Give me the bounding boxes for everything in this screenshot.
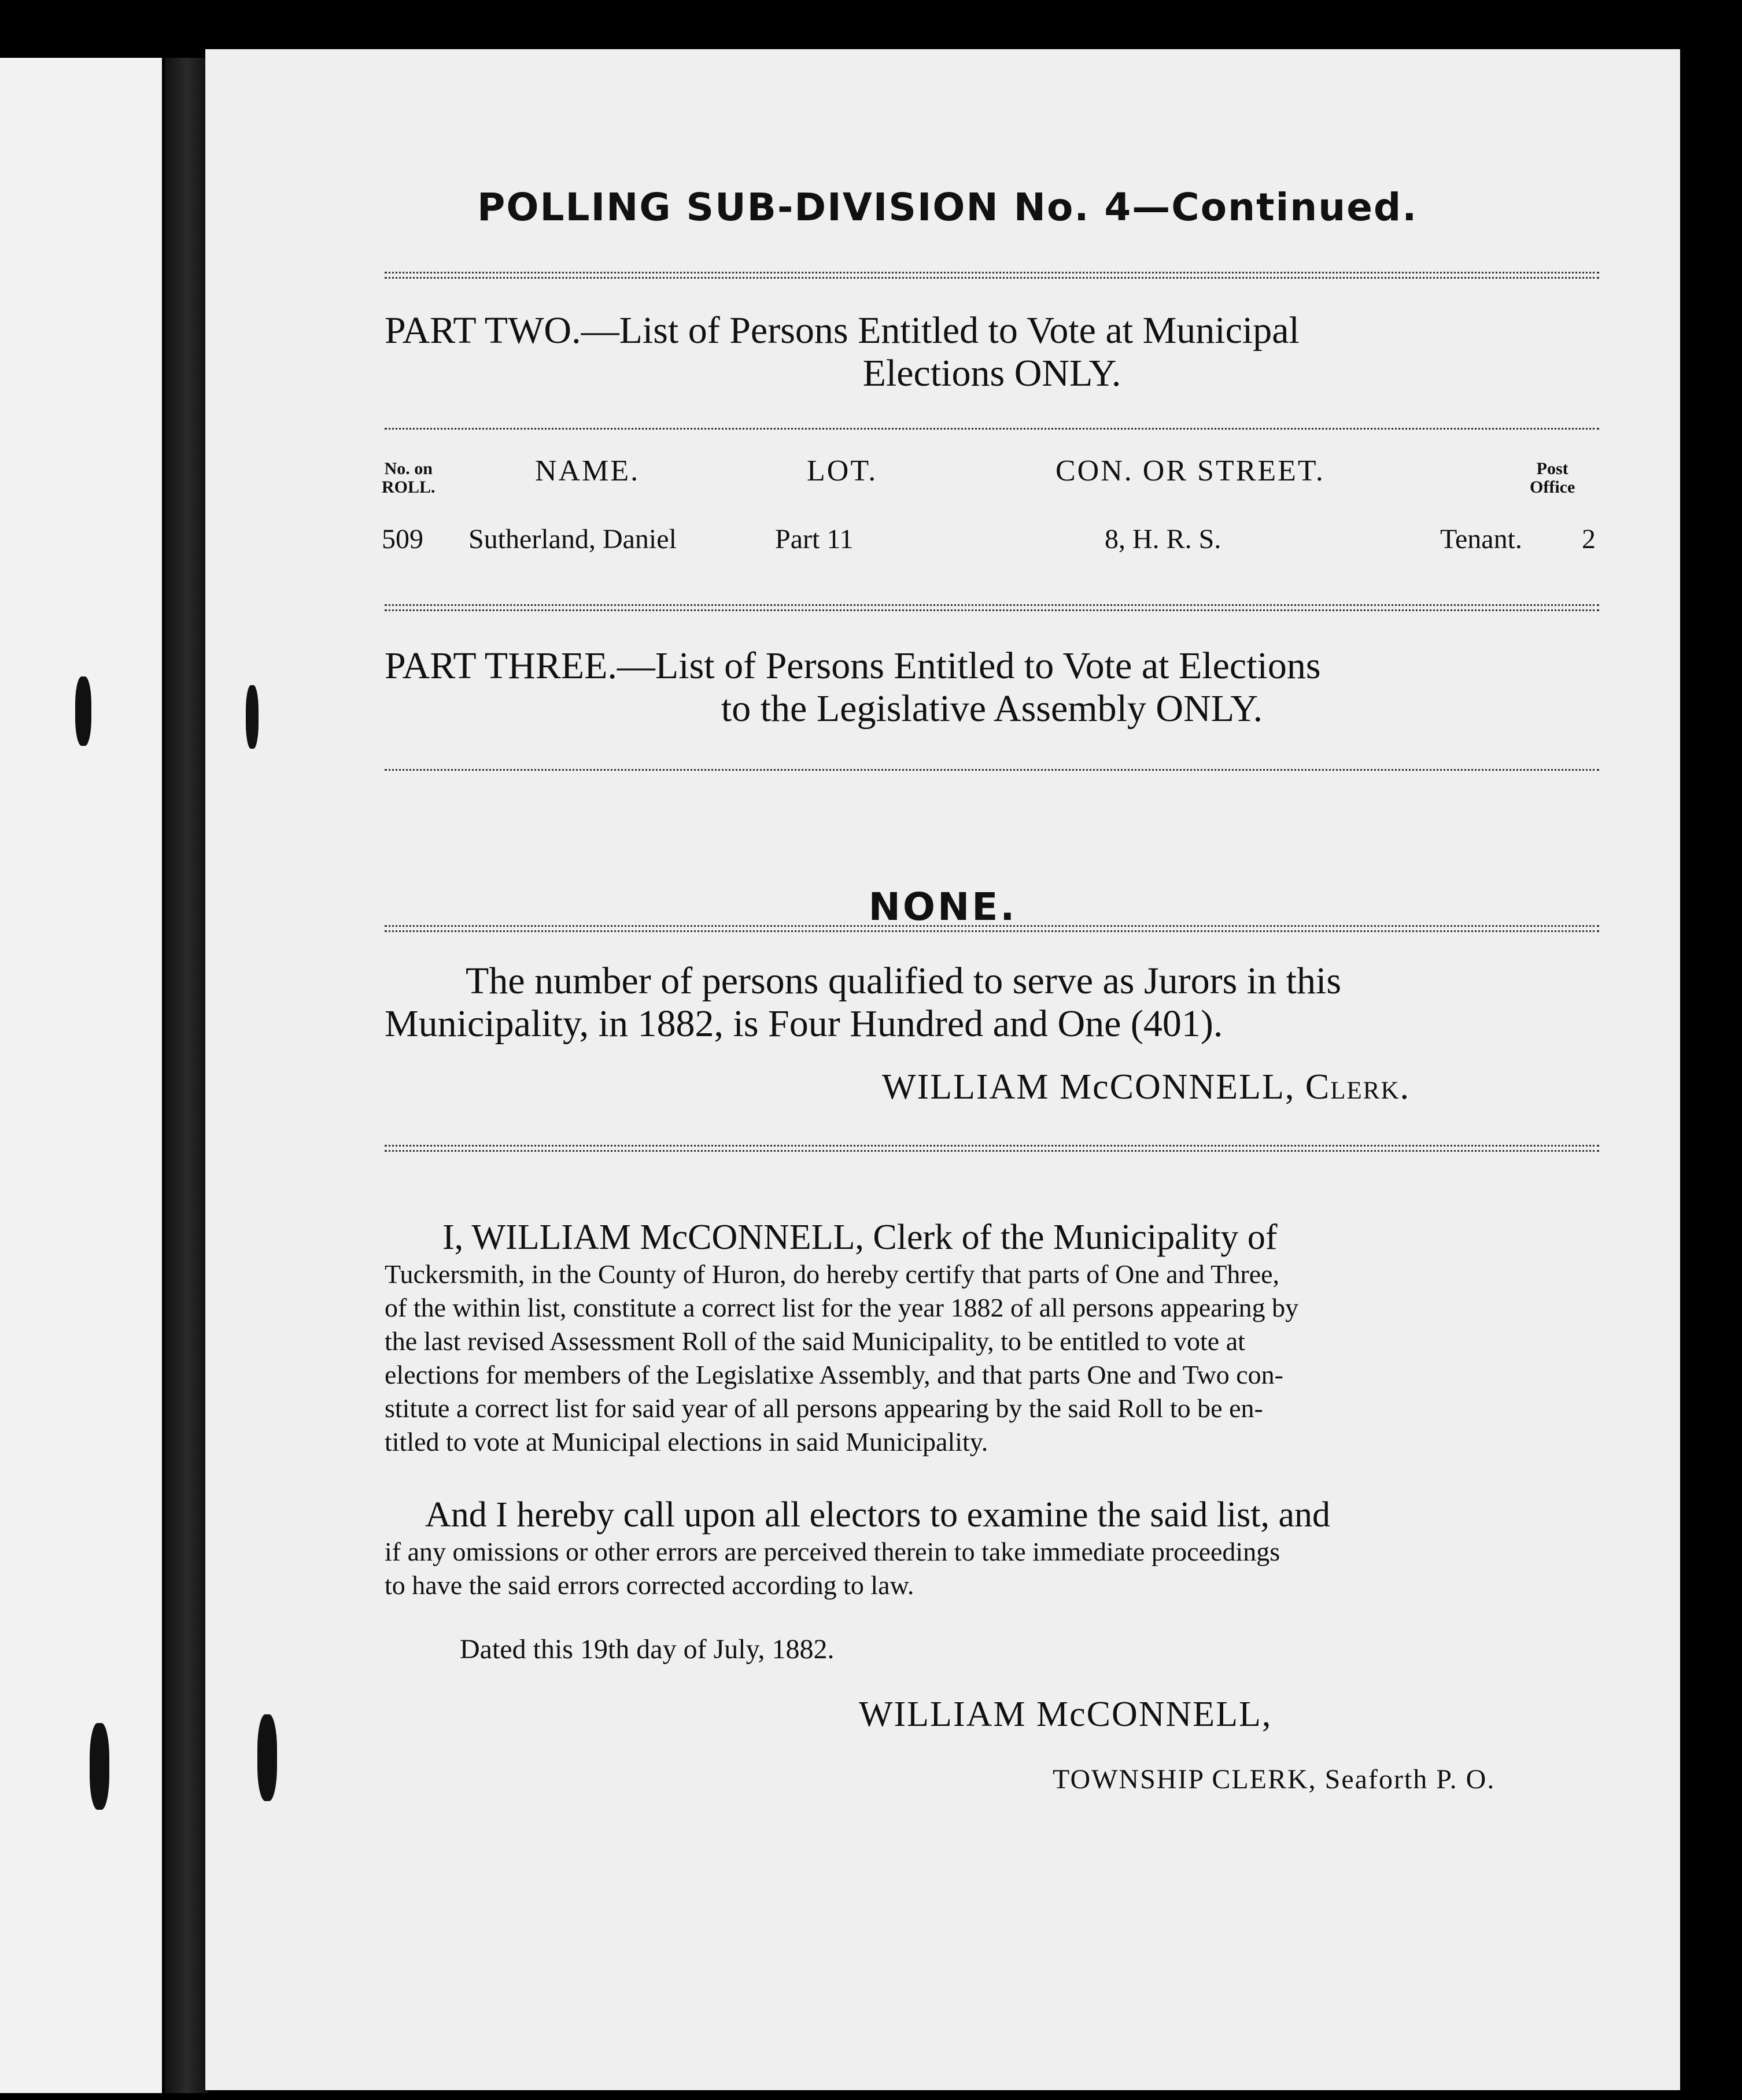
- divider: [385, 604, 1599, 611]
- header-post-office: [1530, 460, 1575, 497]
- binding-mark: [90, 1723, 109, 1810]
- divider: [385, 925, 1599, 932]
- final-signature-name: WILLIAM McCONNELL,: [859, 1695, 1272, 1734]
- divider: [385, 1145, 1599, 1152]
- township-clerk-line: TOWNSHIP CLERK, Seaforth P. O.: [1053, 1764, 1496, 1795]
- header-con-or-street: CON. OR STREET.: [1055, 454, 1325, 487]
- header-lot: LOT.: [807, 454, 878, 487]
- header-no-on-roll-line: No. on: [384, 459, 433, 478]
- call-line: if any omissions or other errors are perceived therein to take immediate proceedings: [385, 1537, 1280, 1566]
- certification-paragraph: [385, 1217, 1599, 1459]
- part-two-heading: [385, 309, 1599, 395]
- jurors-line: Municipality, in 1882, is Four Hundred and One (401).: [385, 1003, 1223, 1045]
- binding-mark: [75, 676, 91, 746]
- cell-name: Sutherland, Daniel: [468, 524, 677, 554]
- jurors-statement: [385, 960, 1599, 1045]
- page-title: POLLING SUB-DIVISION No. 4—Continued.: [477, 185, 1418, 230]
- header-no-on-roll: [382, 460, 436, 497]
- cell-status: Tenant.: [1440, 524, 1522, 554]
- book-spine: [165, 58, 208, 2093]
- cell-con: 8, H. R. S.: [1105, 524, 1221, 554]
- divider: [385, 769, 1599, 771]
- jurors-line: The number of persons qualified to serve as Jurors in this: [466, 960, 1342, 1002]
- divider: [385, 428, 1599, 430]
- certify-line: of the within list, constitute a correct list for the year 1882 of all persons appearing by: [385, 1293, 1299, 1322]
- header-no-on-roll-line: ROLL.: [382, 478, 436, 497]
- divider: [385, 272, 1599, 279]
- binding-mark: [246, 685, 259, 749]
- certify-line: the last revised Assessment Roll of the said Municipality, to be entitled to vote at: [385, 1326, 1245, 1356]
- certify-line: stitute a correct list for said year of all persons appearing by the said Roll to be en-: [385, 1393, 1263, 1423]
- cell-no: 509: [382, 524, 423, 554]
- clerk-name: WILLIAM McCONNELL,: [882, 1067, 1296, 1107]
- part-two-line: PART TWO.—List of Persons Entitled to Vote at Municipal: [385, 309, 1300, 352]
- certify-line: Tuckersmith, in the County of Huron, do hereby certify that parts of One and Three,: [385, 1259, 1280, 1289]
- clerk-signature: [882, 1067, 1410, 1108]
- certify-line: I, WILLIAM McCONNELL, Clerk of the Municipality of: [442, 1218, 1278, 1257]
- previous-page-edge: [0, 58, 162, 2093]
- call-line: to have the said errors corrected according to law.: [385, 1570, 914, 1600]
- cell-lot: Part 11: [775, 524, 854, 554]
- part-three-heading: [385, 645, 1599, 730]
- part-two-line: Elections ONLY.: [862, 352, 1121, 394]
- call-line: And I hereby call upon all electors to examine the said list, and: [425, 1495, 1331, 1535]
- cell-post-office: 2: [1582, 524, 1596, 554]
- call-to-electors-paragraph: [385, 1495, 1599, 1602]
- header-post-office-line: Office: [1530, 478, 1575, 497]
- part-three-line: PART THREE.—List of Persons Entitled to Vote at Elections: [385, 645, 1321, 687]
- binding-mark: [257, 1714, 277, 1801]
- header-name: NAME.: [535, 454, 640, 487]
- part-three-line: to the Legislative Assembly ONLY.: [721, 687, 1263, 730]
- header-post-office-line: Post: [1536, 459, 1568, 478]
- certify-line: titled to vote at Municipal elections in said Municipality.: [385, 1427, 988, 1456]
- none-notice: NONE.: [868, 885, 1017, 929]
- date-line: Dated this 19th day of July, 1882.: [460, 1634, 835, 1665]
- document-page: [205, 49, 1680, 2090]
- clerk-title: Clerk.: [1305, 1067, 1411, 1107]
- certify-line: elections for members of the Legislatixe Assembly, and that parts One and Two con-: [385, 1360, 1283, 1389]
